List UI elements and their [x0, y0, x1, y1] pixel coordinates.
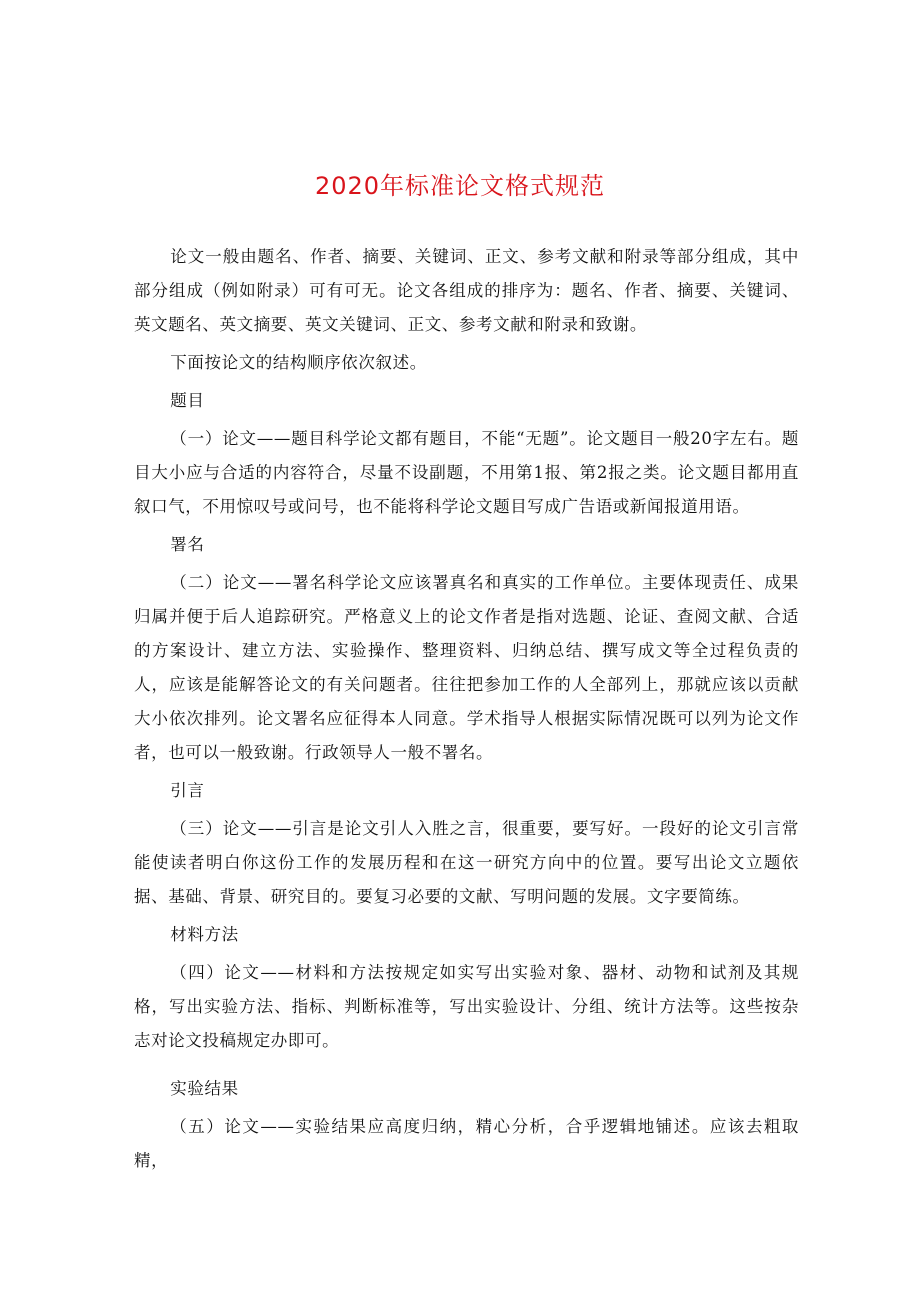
section-heading-materials-methods: 材料方法: [170, 925, 239, 944]
section-body-materials-methods: （四）论文——材料和方法按规定如实写出实验对象、器材、动物和试剂及其规格，写出实验方法、指标、判断标准等，写出实验设计、分组、统计方法等。这些按杂志对论文投稿规定办即可。: [134, 963, 799, 1050]
section-body-results: （五）论文——实验结果应高度归纳，精心分析，合乎逻辑地铺述。应该去粗取精，: [134, 1117, 799, 1170]
section-heading-introduction: 引言: [170, 781, 205, 800]
intro-paragraph-1: 论文一般由题名、作者、摘要、关键词、正文、参考文献和附录等部分组成，其中部分组成（例如附录）可有可无。论文各组成的排序为：题名、作者、摘要、关键词、英文题名、英文摘要、英文关键词、正文、参考文献和附录和致谢。: [134, 247, 799, 334]
section-heading-title: 题目: [170, 391, 205, 410]
document-body: [134, 240, 799, 1178]
section-body-title: （一）论文——题目科学论文都有题目，不能“无题”。论文题目一般20字左右。题目大小应与合适的内容符合，尽量不设副题，不用第1报、第2报之类。论文题目都用直叙口气，不用惊叹号或问号，也不能将科学论文题目写成广告语或新闻报道用语。: [134, 429, 799, 516]
section-heading-results: 实验结果: [170, 1079, 239, 1098]
section-heading-authorship: 署名: [170, 535, 205, 554]
document-title: 2020年标准论文格式规范: [314, 172, 606, 200]
section-body-introduction: （三）论文——引言是论文引人入胜之言，很重要，要写好。一段好的论文引言常能使读者明白你这份工作的发展历程和在这一研究方向中的位置。要写出论文立题依据、基础、背景、研究目的。要复习必要的文献、写明问题的发展。文字要简练。: [134, 819, 799, 906]
section-body-authorship: （二）论文——署名科学论文应该署真名和真实的工作单位。主要体现责任、成果归属并便于后人追踪研究。严格意义上的论文作者是指对选题、论证、查阅文献、合适的方案设计、建立方法、实验操作、整理资料、归纳总结、撰写成文等全过程负责的人，应该是能解答论文的有关问题者。往往把参加工作的人全部列上，那就应该以贡献大小依次排列。论文署名应征得本人同意。学术指导人根据实际情况既可以列为论文作者，也可以一般致谢。行政领导人一般不署名。: [134, 573, 799, 762]
intro-paragraph-2: 下面按论文的结构顺序依次叙述。: [170, 353, 427, 372]
